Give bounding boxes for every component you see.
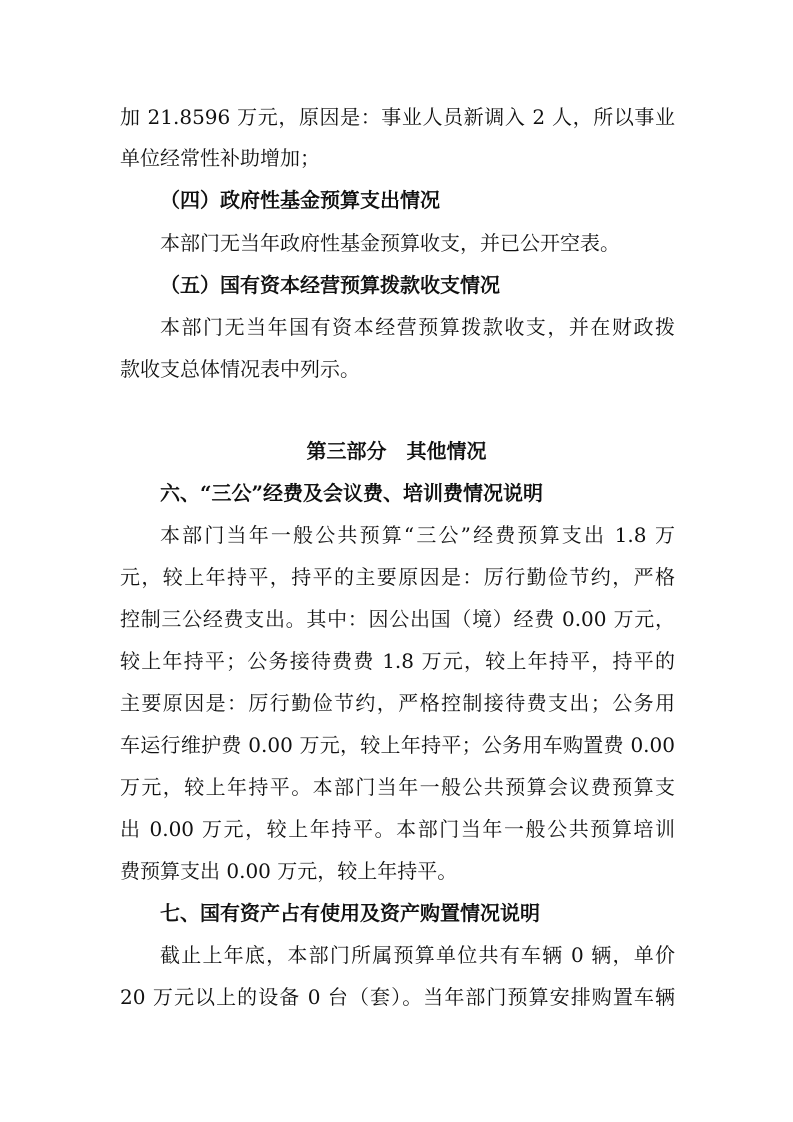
section-heading-6: 六、“三公”经费及会议费、培训费情况说明 <box>160 481 544 505</box>
paragraph-line: 出 0.00 万元，较上年持平。本部门当年一般公共预算培训 <box>120 817 675 841</box>
paragraph-line: 元，较上年持平，持平的主要原因是：厉行勤俭节约，严格 <box>120 565 675 589</box>
paragraph-line: 费预算支出 0.00 万元，较上年持平。 <box>120 859 458 883</box>
paragraph-line: 20 万元以上的设备 0 台（套）。当年部门预算安排购置车辆 <box>120 985 675 1009</box>
paragraph-line: 车运行维护费 0.00 万元，较上年持平；公务用车购置费 0.00 <box>120 733 675 757</box>
paragraph-line: 加 21.8596 万元，原因是：事业人员新调入 2 人，所以事业 <box>120 105 675 129</box>
paragraph-line: 本部门无当年政府性基金预算收支，并已公开空表。 <box>160 231 620 255</box>
paragraph-line: 本部门无当年国有资本经营预算拨款收支，并在财政拨 <box>160 315 675 339</box>
paragraph-line: 控制三公经费支出。其中：因公出国（境）经费 0.00 万元， <box>120 607 675 631</box>
section-heading-5: （五）国有资本经营预算拨款收支情况 <box>160 273 500 297</box>
paragraph-line: 本部门当年一般公共预算“三公”经费预算支出 1.8 万 <box>160 523 675 547</box>
section-heading-4: （四）政府性基金预算支出情况 <box>160 188 440 212</box>
paragraph-line: 截止上年底，本部门所属预算单位共有车辆 0 辆，单价 <box>160 943 675 967</box>
paragraph-line: 主要原因是：厉行勤俭节约，严格控制接待费支出；公务用 <box>120 691 675 715</box>
paragraph-line: 款收支总体情况表中列示。 <box>120 357 360 381</box>
paragraph-line: 单位经常性补助增加； <box>120 146 320 170</box>
section-heading-7: 七、国有资产占有使用及资产购置情况说明 <box>160 901 540 925</box>
paragraph-line: 较上年持平；公务接待费费 1.8 万元，较上年持平，持平的 <box>120 649 675 673</box>
paragraph-line: 万元，较上年持平。本部门当年一般公共预算会议费预算支 <box>120 775 675 799</box>
part-title: 第三部分 其他情况 <box>306 439 487 463</box>
